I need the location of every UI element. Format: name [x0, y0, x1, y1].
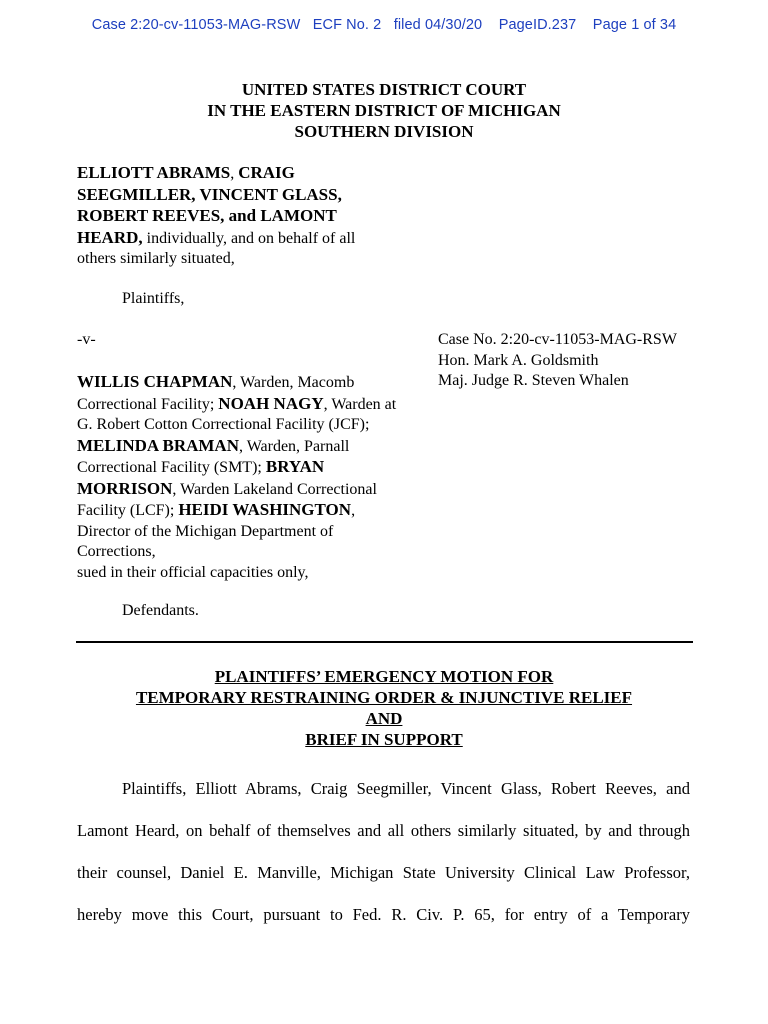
plaintiffs-label: Plaintiffs, [122, 290, 185, 307]
motion-title-line2: TEMPORARY RESTRAINING ORDER & INJUNCTIVE RELIEF [135, 688, 633, 707]
motion-title-line4: BRIEF IN SUPPORT [305, 730, 463, 749]
defendants-names [77, 372, 407, 583]
court-district: IN THE EASTERN DISTRICT OF MICHIGAN [207, 101, 561, 120]
body-line: their counsel, Daniel E. Manville, Michigan State University Clinical Law Professor, [77, 863, 690, 882]
motion-title [0, 666, 768, 750]
case-info [438, 330, 738, 392]
ecf-filing-header: Case 2:20-cv-11053-MAG-RSW ECF No. 2 filed 04/30/20 PageID.237 Page 1 of 34 [91, 17, 677, 33]
case-number: Case No. 2:20-cv-11053-MAG-RSW [438, 331, 677, 348]
motion-title-line1: PLAINTIFFS’ EMERGENCY MOTION FOR [214, 667, 554, 686]
versus-marker: -v- [77, 331, 96, 348]
defendant-desc-morrison: , Warden Lakeland Correctional Facility (LCF); [77, 480, 377, 519]
magistrate-judge-name: Maj. Judge R. Steven Whalen [438, 372, 629, 389]
plaintiff-name-abrams: ELLIOTT ABRAMS [77, 163, 231, 182]
body-line: Lamont Heard, on behalf of themselves and all others similarly situated, by and through [77, 821, 690, 840]
defendant-desc-washington: , Director of the Michigan Department of Corrections, [77, 502, 356, 560]
motion-title-line3: AND [365, 709, 403, 728]
defendant-desc-chapman: , Warden, Macomb Correctional Facility; [77, 374, 355, 413]
defendant-name-washington: HEIDI WASHINGTON [178, 500, 352, 519]
defendant-name-morrison: BRYAN MORRISON [77, 457, 325, 498]
judge-name: Hon. Mark A. Goldsmith [438, 351, 599, 369]
plaintiffs-names [77, 163, 377, 270]
defendants-label: Defendants. [122, 602, 199, 619]
court-caption [0, 79, 768, 142]
defendant-name-chapman: WILLIS CHAPMAN [77, 372, 233, 391]
defendant-desc-nagy: , Warden at G. Robert Cotton Correctional Facility (JCF); [77, 395, 397, 433]
plaintiff-separator: , [230, 165, 239, 182]
court-name: UNITED STATES DISTRICT COURT [241, 80, 527, 99]
defendant-desc-braman: , Warden, Parnall Correctional Facility (SMT); [77, 437, 350, 476]
plaintiffs-description: individually, and on behalf of all others similarly situated, [77, 229, 356, 267]
motion-body [77, 768, 690, 936]
body-line: hereby move this Court, pursuant to Fed. R. Civ. P. 65, for entry of a Temporary [77, 905, 690, 924]
defendant-name-braman: MELINDA BRAMAN [77, 435, 239, 455]
court-division: SOUTHERN DIVISION [294, 122, 474, 141]
caption-divider [76, 641, 693, 643]
body-line: Plaintiffs, Elliott Abrams, Craig Seegmiller, Vincent Glass, Robert Reeves, and [122, 779, 690, 798]
defendants-capacity: sued in their official capacities only, [77, 563, 309, 581]
plaintiff-names-others: CRAIG SEEGMILLER, VINCENT GLASS, ROBERT REEVES, and LAMONT HEARD, [77, 163, 342, 247]
defendant-name-nagy: NOAH NAGY [218, 393, 324, 413]
